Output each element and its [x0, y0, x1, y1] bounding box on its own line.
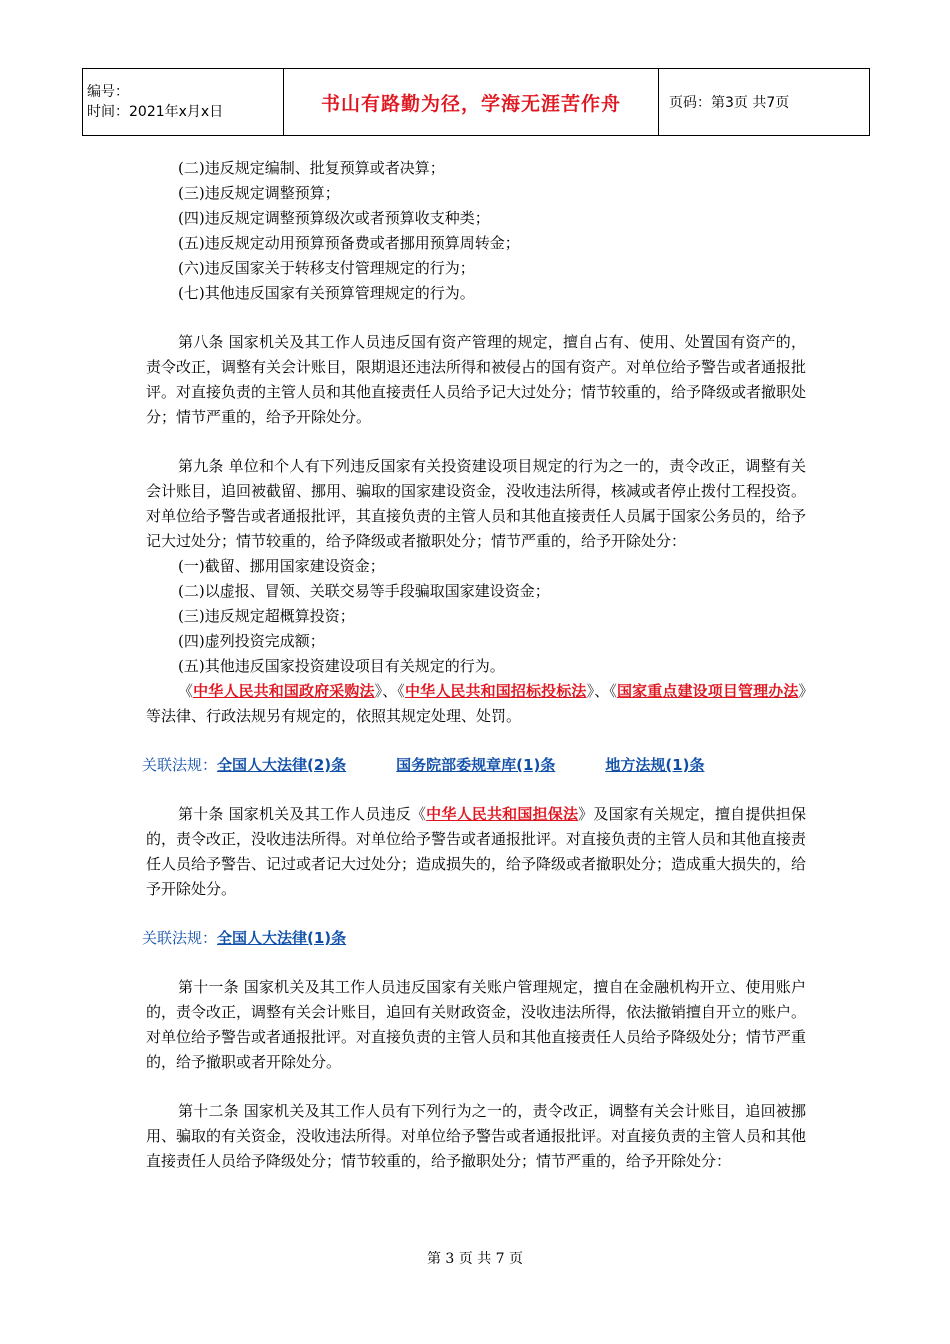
- document-time-label: 时间：2021年x月x日: [87, 104, 224, 120]
- law-link-government-procurement[interactable]: 中华人民共和国政府采购法: [193, 682, 375, 700]
- article-11: 第十一条 国家机关及其工作人员违反国家有关账户管理规定，擅自在金融机构开立、使用账户的，责令改正，调整有关会计账目，追回有关财政资金，没收违法所得，依法撤销擅自开立的账户。对单位给予警告或者通报批评。对直接负责的主管人员和其他直接责任人员给予降级处分；情节严重的，给予撤职或者开除处分。: [146, 978, 807, 1071]
- list-item: (三)违反规定超概算投资；: [178, 607, 355, 625]
- page-header: [82, 68, 870, 136]
- page-footer: 第 3 页 共 7 页: [426, 1251, 524, 1267]
- list-item: (四)违反规定调整预算级次或者预算收支种类；: [178, 209, 490, 227]
- article-12: 第十二条 国家机关及其工作人员有下列行为之一的，责令改正，调整有关会计账目，追回被挪用、骗取的有关资金，没收违法所得。对单位给予警告或者通报批评。对直接负责的主管人员和其他直接责任人员给予降级处分；情节较重的，给予撤职处分；情节严重的，给予开除处分：: [146, 1102, 807, 1170]
- law-link-key-construction-projects[interactable]: 国家重点建设项目管理办法: [616, 682, 799, 700]
- list-item: (一)截留、挪用国家建设资金；: [178, 557, 385, 575]
- list-item: (六)违反国家关于转移支付管理规定的行为；: [178, 259, 475, 277]
- list-item: (七)其他违反国家有关预算管理规定的行为。: [178, 284, 475, 302]
- document-number-label: 编号：: [87, 84, 129, 100]
- related-link-local-regulations[interactable]: 地方法规(1)条: [605, 756, 705, 774]
- list-item: (三)违反规定调整预算；: [178, 184, 340, 202]
- related-link-national-law[interactable]: 全国人大法律(1)条: [217, 929, 347, 947]
- document-body: [142, 156, 807, 1174]
- header-meta: [83, 69, 284, 136]
- list-item: (五)其他违反国家投资建设项目有关规定的行为。: [178, 657, 505, 675]
- list-item: (二)违反规定编制、批复预算或者决算；: [178, 159, 445, 177]
- list-item: (二)以虚报、冒领、关联交易等手段骗取国家建设资金；: [178, 582, 550, 600]
- law-link-guarantee[interactable]: 中华人民共和国担保法: [426, 805, 579, 823]
- related-label: 关联法规：: [142, 756, 218, 774]
- related-regulations: [142, 753, 806, 778]
- header-page-info: 页码：第3页 共7页: [659, 69, 870, 136]
- article-10: 第十条 国家机关及其工作人员违反《中华人民共和国担保法》及国家有关规定，擅自提供担保的，责令改正，没收违法所得。对单位给予警告或者通报批评。对直接负责的主管人员和其他直接责任人员给予警告、记过或者记大过处分；造成损失的，给予降级或者撤职处分；造成重大损失的，给予开除处分。: [146, 805, 807, 898]
- article-8: 第八条 国家机关及其工作人员违反国有资产管理的规定，擅自占有、使用、处置国有资产的，责令改正，调整有关会计账目，限期退还违法所得和被侵占的国有资产。对单位给予警告或者通报批评。对直接负责的主管人员和其他直接责任人员给予记大过处分；情节较重的，给予降级或者撤职处分；情节严重的，给予开除处分。: [146, 333, 807, 426]
- header-motto: 书山有路勤为径，学海无涯苦作舟: [284, 69, 659, 136]
- article-9: 第九条 单位和个人有下列违反国家有关投资建设项目规定的行为之一的，责令改正，调整有关会计账目，追回被截留、挪用、骗取的国家建设资金，没收违法所得，核减或者停止拨付工程投资。对单位给予警告或者通报批评，其直接负责的主管人员和其他直接责任人员属于国家公务员的，给予记大过处分；情节较重的，给予降级或者撤职处分；情节严重的，给予开除处分：: [146, 457, 807, 550]
- list-item: (四)虚列投资完成额；: [178, 632, 325, 650]
- list-item: (五)违反规定动用预算预备费或者挪用预算周转金；: [178, 234, 520, 252]
- law-link-bidding[interactable]: 中华人民共和国招标投标法: [405, 682, 587, 700]
- related-regulations: [142, 926, 806, 951]
- related-label: 关联法规：: [142, 929, 218, 947]
- laws-note: 《中华人民共和国政府采购法》、《中华人民共和国招标投标法》、《国家重点建设项目管理办法》等法律、行政法规另有规定的，依照其规定处理、处罚。: [146, 682, 806, 725]
- related-link-state-council-rules[interactable]: 国务院部委规章库(1)条: [396, 756, 556, 774]
- related-link-national-law[interactable]: 全国人大法律(2)条: [217, 756, 347, 774]
